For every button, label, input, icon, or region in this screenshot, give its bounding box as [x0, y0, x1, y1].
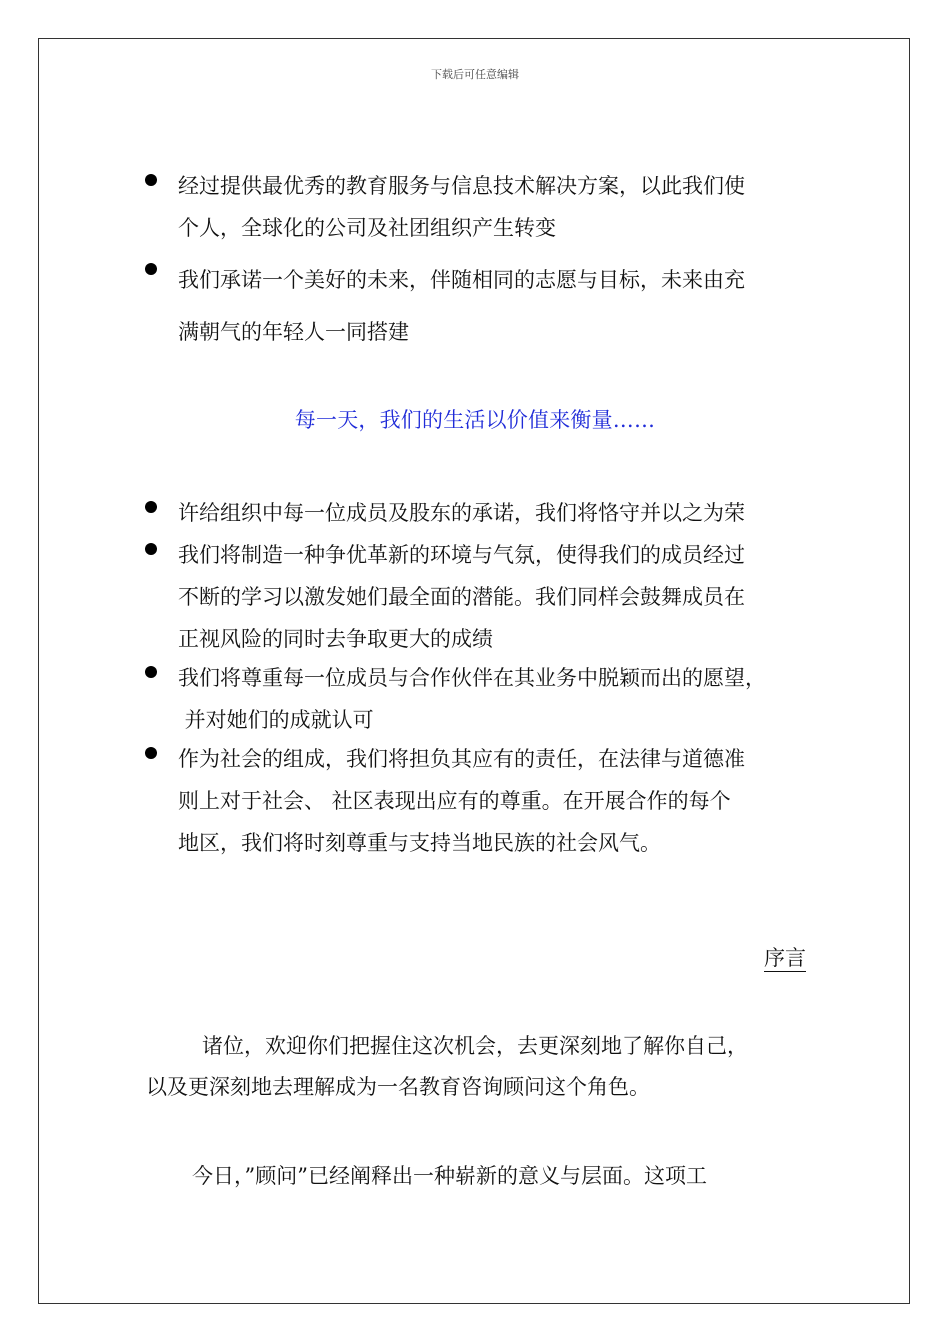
bullet-text	[178, 492, 745, 534]
bullet-item-promise	[145, 492, 815, 534]
bullet-dot-icon	[145, 666, 157, 678]
bullet-dot-icon	[145, 501, 157, 513]
bullet-line: 则上对于社会、 社区表现出应有的尊重。在开展合作的每个	[178, 789, 731, 813]
bullet-line: 地区，我们将时刻尊重与支持当地民族的社会风气。	[178, 831, 661, 855]
preface-title: 序言	[764, 946, 806, 970]
value-highlight-line: 每一天，我们的生活以价值来衡量……	[294, 408, 656, 432]
header-note: 下载后可任意编辑	[431, 68, 519, 81]
bullet-line: 作为社会的组成，我们将担负其应有的责任，在法律与道德准	[178, 747, 745, 771]
bullet-text	[178, 657, 766, 741]
bullet-text	[178, 534, 745, 660]
bullet-line: 满朝气的年轻人一同搭建	[178, 320, 409, 344]
bullet-line: 经过提供最优秀的教育服务与信息技术解决方案，以此我们使	[178, 174, 745, 198]
bullet-line: 我们将尊重每一位成员与合作伙伴在其业务中脱颖而出的愿望，	[178, 666, 766, 690]
bullet-line: 许给组织中每一位成员及股东的承诺，我们将恪守并以之为荣	[178, 501, 745, 525]
bullet-line: 并对她们的成就认可	[178, 708, 374, 732]
bullet-dot-icon	[145, 747, 157, 759]
intro-paragraph	[146, 1026, 816, 1108]
bullet-item-environment	[145, 534, 815, 660]
bullet-line: 个人，全球化的公司及社团组织产生转变	[178, 216, 556, 240]
bullet-item-future	[145, 254, 815, 358]
bullet-line: 我们承诺一个美好的未来，伴随相同的志愿与目标，未来由充	[178, 268, 745, 292]
bullet-item-society	[145, 738, 815, 864]
bullet-dot-icon	[145, 174, 157, 186]
paragraph-line: 诸位，欢迎你们把握住这次机会，去更深刻地了解你自己，	[202, 1034, 748, 1058]
bullet-dot-icon	[145, 543, 157, 555]
bullet-text	[178, 254, 745, 358]
paragraph-line: 今日，”顾问”已经阐释出一种崭新的意义与层面。这项工	[192, 1164, 707, 1188]
bullet-dot-icon	[145, 263, 157, 275]
bullet-item-transform	[145, 165, 815, 249]
bullet-item-respect	[145, 657, 815, 741]
bullet-text	[178, 165, 745, 249]
bullet-line: 正视风险的同时去争取更大的成绩	[178, 627, 493, 651]
bullet-text	[178, 738, 745, 864]
bullet-line: 不断的学习以激发她们最全面的潜能。我们同样会鼓舞成员在	[178, 585, 745, 609]
consultant-paragraph	[146, 1156, 816, 1197]
bullet-line: 我们将制造一种争优革新的环境与气氛，使得我们的成员经过	[178, 543, 745, 567]
paragraph-line: 以及更深刻地去理解成为一名教育咨询顾问这个角色。	[146, 1075, 650, 1099]
